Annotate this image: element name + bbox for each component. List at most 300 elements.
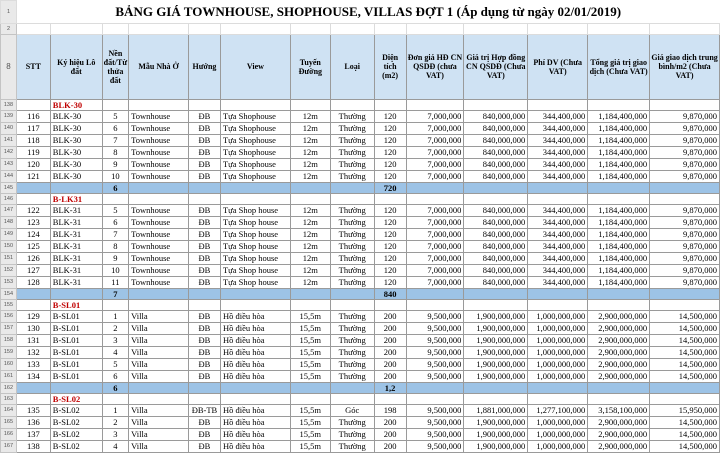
cell[interactable]: [220, 382, 290, 393]
cell[interactable]: [16, 288, 50, 299]
table-cell[interactable]: 9,870,000: [650, 170, 720, 182]
table-cell[interactable]: 14,500,000: [650, 334, 720, 346]
table-cell[interactable]: 9,870,000: [650, 134, 720, 146]
cell[interactable]: [102, 23, 128, 34]
table-cell[interactable]: 6: [102, 216, 128, 228]
cell[interactable]: [464, 193, 528, 204]
table-cell[interactable]: 138: [16, 440, 50, 452]
table-cell[interactable]: 120: [374, 252, 406, 264]
table-cell[interactable]: 344,400,000: [528, 228, 588, 240]
table-cell[interactable]: 2,900,000,000: [588, 322, 650, 334]
table-cell[interactable]: 1,900,000,000: [464, 358, 528, 370]
table-cell[interactable]: 7: [102, 134, 128, 146]
summary-area[interactable]: 720: [374, 182, 406, 193]
table-cell[interactable]: ĐB: [188, 228, 220, 240]
table-cell[interactable]: 128: [16, 276, 50, 288]
table-cell[interactable]: B-SL02: [50, 404, 102, 416]
cell[interactable]: [220, 182, 290, 193]
column-header[interactable]: View: [220, 34, 290, 99]
cell[interactable]: [650, 193, 720, 204]
cell[interactable]: [588, 299, 650, 310]
table-cell[interactable]: 15,5m: [290, 358, 330, 370]
table-cell[interactable]: 7: [102, 228, 128, 240]
column-header[interactable]: Nền đất/Từ thửa đất: [102, 34, 128, 99]
table-cell[interactable]: 2: [102, 416, 128, 428]
table-cell[interactable]: 9,500,000: [406, 370, 464, 382]
table-cell[interactable]: 7,000,000: [406, 228, 464, 240]
table-cell[interactable]: 1,000,000,000: [528, 416, 588, 428]
table-cell[interactable]: Villa: [129, 416, 189, 428]
table-cell[interactable]: ĐB: [188, 216, 220, 228]
cell[interactable]: [290, 99, 330, 110]
section-label[interactable]: B-LK31: [50, 193, 102, 204]
table-cell[interactable]: 7,000,000: [406, 276, 464, 288]
cell[interactable]: [220, 99, 290, 110]
table-cell[interactable]: 9,870,000: [650, 110, 720, 122]
cell[interactable]: [290, 182, 330, 193]
cell[interactable]: [406, 193, 464, 204]
table-cell[interactable]: 200: [374, 440, 406, 452]
table-cell[interactable]: 15,5m: [290, 334, 330, 346]
table-cell[interactable]: 840,000,000: [464, 264, 528, 276]
table-cell[interactable]: 120: [374, 146, 406, 158]
cell[interactable]: [464, 382, 528, 393]
table-cell[interactable]: 7,000,000: [406, 134, 464, 146]
table-cell[interactable]: 120: [374, 228, 406, 240]
table-cell[interactable]: 5: [102, 358, 128, 370]
table-cell[interactable]: 344,400,000: [528, 204, 588, 216]
table-cell[interactable]: Thường: [330, 370, 374, 382]
table-cell[interactable]: 200: [374, 334, 406, 346]
table-cell[interactable]: 344,400,000: [528, 110, 588, 122]
table-cell[interactable]: 1,000,000,000: [528, 334, 588, 346]
table-cell[interactable]: 12m: [290, 170, 330, 182]
table-cell[interactable]: 1,900,000,000: [464, 440, 528, 452]
table-cell[interactable]: Villa: [129, 428, 189, 440]
table-cell[interactable]: Góc: [330, 404, 374, 416]
cell[interactable]: [374, 99, 406, 110]
cell[interactable]: [650, 23, 720, 34]
table-cell[interactable]: Thường: [330, 358, 374, 370]
table-cell[interactable]: Tựa Shophouse: [220, 158, 290, 170]
cell[interactable]: [588, 23, 650, 34]
table-cell[interactable]: Thường: [330, 170, 374, 182]
cell[interactable]: [406, 23, 464, 34]
cell[interactable]: [220, 193, 290, 204]
table-cell[interactable]: Townhouse: [129, 158, 189, 170]
table-cell[interactable]: 840,000,000: [464, 110, 528, 122]
table-cell[interactable]: BLK-30: [50, 158, 102, 170]
table-cell[interactable]: 344,400,000: [528, 170, 588, 182]
table-cell[interactable]: 840,000,000: [464, 146, 528, 158]
table-cell[interactable]: 120: [374, 110, 406, 122]
cell[interactable]: [330, 182, 374, 193]
table-cell[interactable]: 11: [102, 276, 128, 288]
cell[interactable]: [650, 382, 720, 393]
table-cell[interactable]: ĐB: [188, 276, 220, 288]
cell[interactable]: [406, 288, 464, 299]
column-header[interactable]: Hướng: [188, 34, 220, 99]
table-cell[interactable]: Hồ điều hòa: [220, 334, 290, 346]
table-cell[interactable]: 1: [102, 404, 128, 416]
table-cell[interactable]: B-SL01: [50, 358, 102, 370]
table-cell[interactable]: Tựa Shop house: [220, 228, 290, 240]
cell[interactable]: [16, 393, 50, 404]
table-cell[interactable]: Hồ điều hòa: [220, 322, 290, 334]
table-cell[interactable]: 14,500,000: [650, 416, 720, 428]
cell[interactable]: [464, 182, 528, 193]
table-cell[interactable]: 15,5m: [290, 310, 330, 322]
table-cell[interactable]: 15,5m: [290, 346, 330, 358]
table-cell[interactable]: Townhouse: [129, 228, 189, 240]
table-cell[interactable]: 9,500,000: [406, 322, 464, 334]
table-cell[interactable]: BLK-30: [50, 134, 102, 146]
cell[interactable]: [50, 23, 102, 34]
table-cell[interactable]: 3: [102, 428, 128, 440]
table-cell[interactable]: 1,000,000,000: [528, 310, 588, 322]
table-cell[interactable]: Thường: [330, 346, 374, 358]
table-cell[interactable]: 14,500,000: [650, 440, 720, 452]
table-cell[interactable]: Thường: [330, 110, 374, 122]
table-cell[interactable]: 9,870,000: [650, 228, 720, 240]
table-cell[interactable]: Townhouse: [129, 276, 189, 288]
cell[interactable]: [650, 393, 720, 404]
table-cell[interactable]: 12m: [290, 240, 330, 252]
table-cell[interactable]: 137: [16, 428, 50, 440]
table-cell[interactable]: 1,184,400,000: [588, 110, 650, 122]
table-cell[interactable]: 1,900,000,000: [464, 310, 528, 322]
column-header[interactable]: Giá giao dịch trung bình/m2 (Chưa VAT): [650, 34, 720, 99]
table-cell[interactable]: ĐB: [188, 322, 220, 334]
cell[interactable]: [129, 299, 189, 310]
cell[interactable]: [406, 99, 464, 110]
table-cell[interactable]: 1,184,400,000: [588, 122, 650, 134]
table-cell[interactable]: 1,900,000,000: [464, 416, 528, 428]
table-cell[interactable]: Townhouse: [129, 252, 189, 264]
table-cell[interactable]: 200: [374, 428, 406, 440]
table-cell[interactable]: Townhouse: [129, 264, 189, 276]
table-cell[interactable]: 1,277,100,000: [528, 404, 588, 416]
table-cell[interactable]: Tựa Shophouse: [220, 122, 290, 134]
table-cell[interactable]: 133: [16, 358, 50, 370]
table-cell[interactable]: Thường: [330, 440, 374, 452]
table-cell[interactable]: 120: [16, 158, 50, 170]
table-cell[interactable]: 9,500,000: [406, 404, 464, 416]
table-cell[interactable]: 5: [102, 204, 128, 216]
table-cell[interactable]: Townhouse: [129, 204, 189, 216]
cell[interactable]: [464, 288, 528, 299]
table-cell[interactable]: ĐB: [188, 170, 220, 182]
table-cell[interactable]: Thường: [330, 134, 374, 146]
table-cell[interactable]: B-SL01: [50, 370, 102, 382]
table-cell[interactable]: 132: [16, 346, 50, 358]
cell[interactable]: [16, 99, 50, 110]
table-cell[interactable]: 1,184,400,000: [588, 204, 650, 216]
table-cell[interactable]: 120: [374, 122, 406, 134]
cell[interactable]: [528, 23, 588, 34]
table-cell[interactable]: 134: [16, 370, 50, 382]
table-cell[interactable]: 5: [102, 110, 128, 122]
table-cell[interactable]: 14,500,000: [650, 346, 720, 358]
table-cell[interactable]: 1: [102, 310, 128, 322]
summary-count[interactable]: 6: [102, 382, 128, 393]
column-header[interactable]: Tổng giá trị giao dịch (Chưa VAT): [588, 34, 650, 99]
column-header[interactable]: Diện tích (m2): [374, 34, 406, 99]
table-cell[interactable]: B-SL02: [50, 428, 102, 440]
table-cell[interactable]: 12m: [290, 264, 330, 276]
table-cell[interactable]: 8: [102, 240, 128, 252]
table-cell[interactable]: Thường: [330, 158, 374, 170]
table-cell[interactable]: 1,184,400,000: [588, 158, 650, 170]
column-header[interactable]: Giá trị Hợp đồng CN QSDĐ (Chưa VAT): [464, 34, 528, 99]
table-cell[interactable]: 1,000,000,000: [528, 358, 588, 370]
cell[interactable]: [330, 288, 374, 299]
table-cell[interactable]: 9,500,000: [406, 358, 464, 370]
column-header[interactable]: Tuyến Đường: [290, 34, 330, 99]
table-cell[interactable]: Villa: [129, 346, 189, 358]
table-cell[interactable]: 2,900,000,000: [588, 440, 650, 452]
table-cell[interactable]: Villa: [129, 334, 189, 346]
table-cell[interactable]: 10: [102, 264, 128, 276]
column-header[interactable]: Ký hiệu Lô đất: [50, 34, 102, 99]
table-cell[interactable]: Thường: [330, 334, 374, 346]
cell[interactable]: [16, 193, 50, 204]
cell[interactable]: [220, 299, 290, 310]
table-cell[interactable]: ĐB: [188, 204, 220, 216]
table-cell[interactable]: 9,870,000: [650, 252, 720, 264]
table-cell[interactable]: 116: [16, 110, 50, 122]
table-cell[interactable]: 1,900,000,000: [464, 370, 528, 382]
table-cell[interactable]: ĐB: [188, 110, 220, 122]
table-cell[interactable]: 12m: [290, 228, 330, 240]
table-cell[interactable]: BLK-31: [50, 216, 102, 228]
cell[interactable]: [528, 393, 588, 404]
table-cell[interactable]: 10: [102, 170, 128, 182]
table-cell[interactable]: 9,870,000: [650, 240, 720, 252]
table-cell[interactable]: 840,000,000: [464, 158, 528, 170]
table-cell[interactable]: Villa: [129, 404, 189, 416]
cell[interactable]: [102, 99, 128, 110]
table-cell[interactable]: B-SL01: [50, 310, 102, 322]
table-cell[interactable]: 120: [374, 158, 406, 170]
table-cell[interactable]: 120: [374, 264, 406, 276]
cell[interactable]: [188, 299, 220, 310]
table-cell[interactable]: 9,870,000: [650, 122, 720, 134]
cell[interactable]: [374, 299, 406, 310]
table-cell[interactable]: 840,000,000: [464, 252, 528, 264]
table-cell[interactable]: 12m: [290, 134, 330, 146]
table-cell[interactable]: 15,5m: [290, 440, 330, 452]
table-cell[interactable]: 120: [374, 276, 406, 288]
table-cell[interactable]: 7,000,000: [406, 240, 464, 252]
table-cell[interactable]: Hồ điều hòa: [220, 370, 290, 382]
table-cell[interactable]: Thường: [330, 310, 374, 322]
cell[interactable]: [374, 393, 406, 404]
cell[interactable]: [588, 288, 650, 299]
table-cell[interactable]: Thường: [330, 216, 374, 228]
column-header[interactable]: Đơn giá HĐ CN QSDĐ (chưa VAT): [406, 34, 464, 99]
cell[interactable]: [528, 193, 588, 204]
table-cell[interactable]: Townhouse: [129, 122, 189, 134]
table-cell[interactable]: Thường: [330, 228, 374, 240]
table-cell[interactable]: 2,900,000,000: [588, 334, 650, 346]
table-cell[interactable]: ĐB: [188, 370, 220, 382]
table-cell[interactable]: 12m: [290, 276, 330, 288]
table-cell[interactable]: 130: [16, 322, 50, 334]
table-cell[interactable]: 15,950,000: [650, 404, 720, 416]
table-cell[interactable]: BLK-30: [50, 146, 102, 158]
table-cell[interactable]: 9,870,000: [650, 158, 720, 170]
cell[interactable]: [650, 99, 720, 110]
cell[interactable]: [588, 99, 650, 110]
table-cell[interactable]: 136: [16, 416, 50, 428]
table-cell[interactable]: Villa: [129, 310, 189, 322]
table-cell[interactable]: ĐB: [188, 440, 220, 452]
table-cell[interactable]: 1,900,000,000: [464, 346, 528, 358]
table-cell[interactable]: 7,000,000: [406, 204, 464, 216]
table-cell[interactable]: 135: [16, 404, 50, 416]
cell[interactable]: [330, 23, 374, 34]
column-header[interactable]: STT: [16, 34, 50, 99]
cell[interactable]: [528, 99, 588, 110]
table-cell[interactable]: 2,900,000,000: [588, 428, 650, 440]
table-cell[interactable]: 2,900,000,000: [588, 370, 650, 382]
table-cell[interactable]: 14,500,000: [650, 310, 720, 322]
table-cell[interactable]: 1,000,000,000: [528, 322, 588, 334]
cell[interactable]: [464, 99, 528, 110]
cell[interactable]: [290, 299, 330, 310]
table-cell[interactable]: 7,000,000: [406, 146, 464, 158]
summary-area[interactable]: 840: [374, 288, 406, 299]
cell[interactable]: [129, 23, 189, 34]
cell[interactable]: [220, 23, 290, 34]
cell[interactable]: [290, 288, 330, 299]
cell[interactable]: [330, 299, 374, 310]
table-cell[interactable]: ĐB: [188, 358, 220, 370]
table-cell[interactable]: B-SL01: [50, 346, 102, 358]
table-cell[interactable]: 15,5m: [290, 370, 330, 382]
cell[interactable]: [188, 382, 220, 393]
table-cell[interactable]: BLK-31: [50, 264, 102, 276]
table-cell[interactable]: 1,184,400,000: [588, 240, 650, 252]
cell[interactable]: [188, 288, 220, 299]
table-cell[interactable]: 1,184,400,000: [588, 264, 650, 276]
table-cell[interactable]: 122: [16, 204, 50, 216]
cell[interactable]: [290, 193, 330, 204]
table-cell[interactable]: 9,870,000: [650, 204, 720, 216]
table-cell[interactable]: 7,000,000: [406, 252, 464, 264]
table-cell[interactable]: 127: [16, 264, 50, 276]
table-cell[interactable]: 9,870,000: [650, 216, 720, 228]
cell[interactable]: [588, 382, 650, 393]
table-cell[interactable]: 12m: [290, 146, 330, 158]
table-cell[interactable]: Thường: [330, 276, 374, 288]
table-cell[interactable]: Thường: [330, 428, 374, 440]
table-cell[interactable]: 119: [16, 146, 50, 158]
table-cell[interactable]: Townhouse: [129, 110, 189, 122]
cell[interactable]: [588, 182, 650, 193]
table-cell[interactable]: 4: [102, 440, 128, 452]
table-cell[interactable]: 9: [102, 158, 128, 170]
table-cell[interactable]: ĐB: [188, 122, 220, 134]
table-cell[interactable]: Tựa Shop house: [220, 216, 290, 228]
table-cell[interactable]: Townhouse: [129, 170, 189, 182]
table-cell[interactable]: ĐB: [188, 334, 220, 346]
table-cell[interactable]: 840,000,000: [464, 240, 528, 252]
cell[interactable]: [406, 382, 464, 393]
table-cell[interactable]: Thường: [330, 240, 374, 252]
table-cell[interactable]: B-SL02: [50, 440, 102, 452]
table-cell[interactable]: BLK-31: [50, 228, 102, 240]
table-cell[interactable]: Hồ điều hòa: [220, 358, 290, 370]
column-header[interactable]: Mẫu Nhà Ở: [129, 34, 189, 99]
cell[interactable]: [290, 382, 330, 393]
table-cell[interactable]: 129: [16, 310, 50, 322]
table-cell[interactable]: 1,000,000,000: [528, 428, 588, 440]
table-cell[interactable]: 120: [374, 170, 406, 182]
cell[interactable]: [50, 382, 102, 393]
cell[interactable]: [50, 182, 102, 193]
table-cell[interactable]: ĐB: [188, 158, 220, 170]
table-cell[interactable]: 7,000,000: [406, 158, 464, 170]
table-cell[interactable]: B-SL02: [50, 416, 102, 428]
cell[interactable]: [129, 382, 189, 393]
table-cell[interactable]: 3: [102, 334, 128, 346]
table-cell[interactable]: 1,000,000,000: [528, 370, 588, 382]
table-cell[interactable]: 1,900,000,000: [464, 334, 528, 346]
table-cell[interactable]: 200: [374, 416, 406, 428]
cell[interactable]: [102, 393, 128, 404]
table-cell[interactable]: 1,184,400,000: [588, 134, 650, 146]
cell[interactable]: [16, 299, 50, 310]
cell[interactable]: [188, 23, 220, 34]
cell[interactable]: [406, 393, 464, 404]
cell[interactable]: [16, 182, 50, 193]
cell[interactable]: [220, 288, 290, 299]
table-cell[interactable]: 14,500,000: [650, 358, 720, 370]
table-cell[interactable]: Thường: [330, 264, 374, 276]
table-cell[interactable]: ĐB: [188, 146, 220, 158]
table-cell[interactable]: 1,900,000,000: [464, 428, 528, 440]
table-cell[interactable]: ĐB: [188, 264, 220, 276]
table-cell[interactable]: 15,5m: [290, 428, 330, 440]
table-cell[interactable]: 15,5m: [290, 322, 330, 334]
table-cell[interactable]: Villa: [129, 322, 189, 334]
cell[interactable]: [16, 23, 50, 34]
table-cell[interactable]: Tựa Shophouse: [220, 110, 290, 122]
table-cell[interactable]: 840,000,000: [464, 216, 528, 228]
table-cell[interactable]: 344,400,000: [528, 122, 588, 134]
cell[interactable]: [129, 99, 189, 110]
table-cell[interactable]: Villa: [129, 440, 189, 452]
table-cell[interactable]: Hồ điều hòa: [220, 428, 290, 440]
table-cell[interactable]: BLK-31: [50, 204, 102, 216]
table-cell[interactable]: 1,000,000,000: [528, 440, 588, 452]
cell[interactable]: [290, 393, 330, 404]
cell[interactable]: [129, 193, 189, 204]
cell[interactable]: [330, 382, 374, 393]
cell[interactable]: [374, 23, 406, 34]
table-cell[interactable]: 200: [374, 346, 406, 358]
summary-area[interactable]: 1,2: [374, 382, 406, 393]
table-cell[interactable]: Hồ điều hòa: [220, 346, 290, 358]
table-cell[interactable]: Thường: [330, 146, 374, 158]
table-cell[interactable]: 2,900,000,000: [588, 310, 650, 322]
table-cell[interactable]: 200: [374, 358, 406, 370]
table-cell[interactable]: 14,500,000: [650, 428, 720, 440]
table-cell[interactable]: Tựa Shop house: [220, 204, 290, 216]
column-header[interactable]: Loại: [330, 34, 374, 99]
